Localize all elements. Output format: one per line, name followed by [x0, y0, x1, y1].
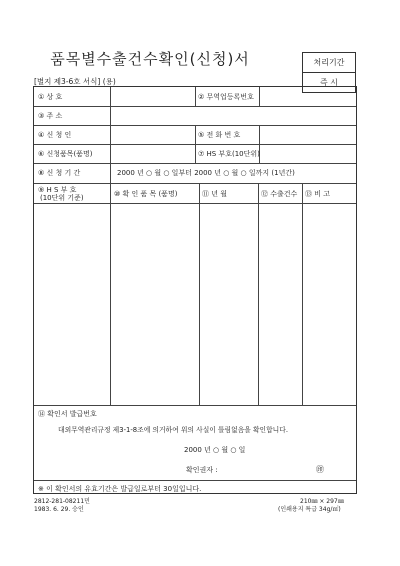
form-number: [별지 제3-6호 서식] (용) [34, 77, 116, 86]
footer-paper-size: 210㎜ × 297㎜ [300, 498, 344, 505]
confirmation-date: 2000 년 ○ 월 ○ 일 [184, 446, 246, 454]
hs-code-column-header: ⑨ H S 부 호 [38, 186, 77, 194]
remarks-column-header: ⑬ 비 고 [305, 190, 330, 198]
validity-note: ※ 이 확인서의 유효기간은 발급일로부터 30일입니다. [38, 485, 202, 493]
footer-paper-spec: (인쇄용지 특급 34g/㎡) [278, 506, 341, 513]
footer-approval-date: 1983. 6. 29. 승인 [34, 506, 84, 513]
confirmation-statement: 대외무역관리규정 제3-1-8조에 의거하여 위의 사실이 틀림없음을 확인합니다. [58, 426, 288, 434]
seal-mark: ㊞ [316, 465, 324, 474]
applicant-label: ④ 신 청 인 [38, 131, 72, 139]
form-title: 품목별수출건수확인(신청)서 [50, 50, 250, 68]
processing-period-value: 즉 시 [303, 72, 355, 92]
application-form [33, 86, 357, 494]
application-period-value: 2000 년 ○ 월 ○ 일부터 2000 년 ○ 월 ○ 일까지 (1년간) [117, 169, 295, 177]
application-period-label: ⑧ 신 청 기 간 [38, 169, 81, 177]
item-name-label: ⑥ 신청품목(품명) [38, 150, 93, 158]
confirmer-label: 확인권자 : [186, 466, 218, 474]
address-label: ③ 주 소 [38, 112, 63, 120]
year-month-column-header: ⑪ 년 월 [202, 190, 227, 198]
hs-code-column-subheader: (10단위 기준) [40, 194, 84, 202]
company-name-label: ① 상 호 [38, 93, 63, 101]
footer-code: 2812-281-08211민 [34, 498, 90, 505]
trade-registration-label: ② 무역업등록번호 [198, 93, 254, 101]
confirmed-item-column-header: ⑩ 확 인 품 목 (품명) [114, 190, 178, 198]
hs-code-label: ⑦ HS 부호(10단위) [198, 150, 260, 158]
certificate-number-label: ⑭ 확인서 발급번호 [38, 410, 97, 418]
export-count-column-header: ⑫ 수출건수 [261, 190, 298, 198]
processing-period-header: 처리기간 [313, 58, 345, 67]
phone-number-label: ⑤ 전 화 번 호 [198, 131, 241, 139]
